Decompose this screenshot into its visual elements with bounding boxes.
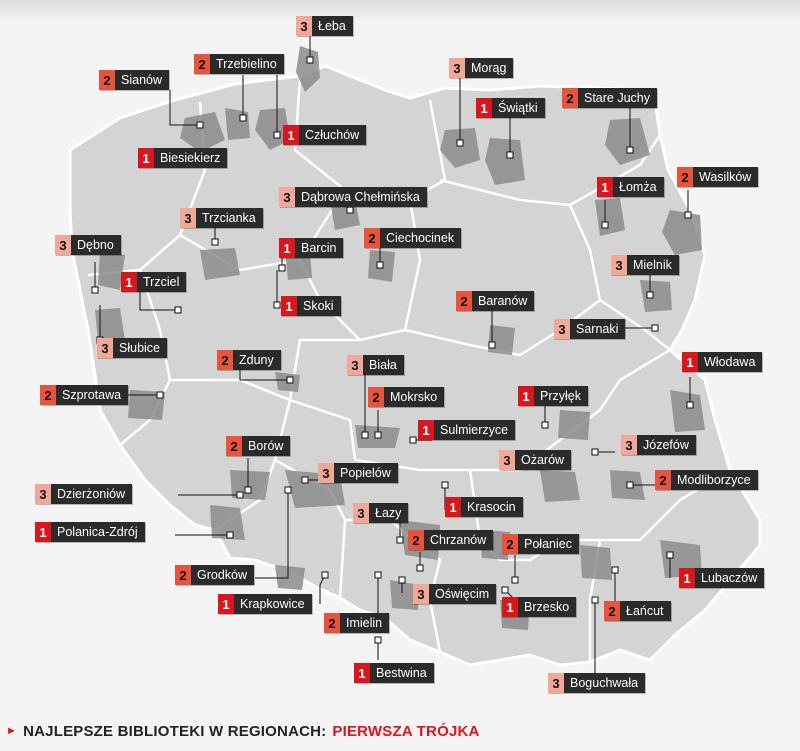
label-polaniec[interactable] [502,534,579,554]
rank-badge: 2 [562,88,578,108]
label-slubice[interactable] [97,338,167,358]
place-name: Stare Juchy [578,88,657,108]
rank-badge: 1 [279,238,295,258]
label-lazy[interactable] [353,503,408,523]
rank-badge: 3 [296,16,312,36]
place-name: Baranów [472,291,534,311]
place-name: Borów [242,436,290,456]
label-sulmierzyce[interactable] [418,420,515,440]
rank-badge: 2 [40,385,56,405]
rank-badge: 1 [35,522,51,542]
label-wasilkow[interactable] [677,167,758,187]
label-przylek[interactable] [518,386,588,406]
label-trzciel[interactable] [121,272,186,292]
label-lubaczow[interactable] [679,568,764,588]
label-ciechocinek[interactable] [364,228,461,248]
label-oswiecim[interactable] [413,584,496,604]
rank-badge: 1 [418,420,434,440]
rank-badge: 3 [554,319,570,339]
place-name: Mokrsko [384,387,444,407]
place-name: Bestwina [370,663,434,683]
place-name: Sianów [115,70,169,90]
place-name: Boguchwała [564,673,645,693]
rank-badge: 2 [364,228,380,248]
place-name: Lubaczów [695,568,764,588]
rank-badge: 2 [226,436,242,456]
label-dzierzoniow[interactable] [35,484,132,504]
place-name: Zduny [233,350,281,370]
label-lomza[interactable] [597,177,664,197]
place-name: Łańcut [620,601,671,621]
label-szprotawa[interactable] [40,385,128,405]
rank-badge: 3 [353,503,369,523]
label-popielow[interactable] [318,463,398,483]
place-name: Człuchów [299,125,366,145]
label-dabrowa[interactable] [279,187,427,207]
place-name: Sulmierzyce [434,420,515,440]
place-name: Krapkowice [234,594,312,614]
place-name: Biała [363,355,404,375]
place-name: Łomża [613,177,664,197]
place-name: Włodawa [698,352,762,372]
label-sianow[interactable] [99,70,169,90]
label-leba[interactable] [296,16,353,36]
place-name: Trzcianka [196,208,263,228]
rank-badge: 3 [347,355,363,375]
label-polanica[interactable] [35,522,145,542]
place-name: Józefów [637,435,696,455]
place-name: Świątki [492,98,545,118]
rank-badge: 1 [682,352,698,372]
rank-badge: 2 [99,70,115,90]
place-name: Popielów [334,463,398,483]
place-name: Brzesko [518,597,576,617]
label-krasocin[interactable] [445,497,523,517]
rank-badge: 3 [621,435,637,455]
rank-badge: 2 [408,530,424,550]
place-name: Oświęcim [429,584,496,604]
rank-badge: 2 [368,387,384,407]
label-modliborzyce[interactable] [655,470,758,490]
place-name: Trzebielino [210,54,284,74]
rank-badge: 3 [35,484,51,504]
label-barcin[interactable] [279,238,343,258]
caption-accent: PIERWSZA TRÓJKA [332,722,480,740]
rank-badge: 3 [611,255,627,275]
place-name: Barcin [295,238,343,258]
label-lancut[interactable] [604,601,671,621]
place-name: Imielin [340,613,389,633]
rank-badge: 2 [217,350,233,370]
rank-badge: 3 [97,338,113,358]
rank-badge: 1 [679,568,695,588]
label-mokrsko[interactable] [368,387,444,407]
label-baranow[interactable] [456,291,534,311]
place-name: Chrzanów [424,530,493,550]
label-brzesko[interactable] [502,597,576,617]
label-chrzanow[interactable] [408,530,493,550]
rank-badge: 1 [121,272,137,292]
label-jozefow[interactable] [621,435,696,455]
label-biala[interactable] [347,355,404,375]
place-name: Dąbrowa Chełmińska [295,187,427,207]
rank-badge: 1 [597,177,613,197]
label-mielnik[interactable] [611,255,679,275]
label-boguchwala[interactable] [548,673,645,693]
rank-badge: 2 [655,470,671,490]
footer-caption [6,719,480,743]
place-name: Przyłęk [534,386,588,406]
rank-badge: 1 [502,597,518,617]
place-name: Grodków [191,565,254,585]
place-name: Trzciel [137,272,186,292]
place-name: Sarnaki [570,319,625,339]
label-morag[interactable] [449,58,513,78]
rank-badge: 1 [138,148,154,168]
rank-badge: 2 [324,613,340,633]
rank-badge: 1 [476,98,492,118]
arrow-icon: ► [6,725,18,737]
rank-badge: 2 [456,291,472,311]
rank-badge: 1 [281,296,297,316]
place-name: Ciechocinek [380,228,461,248]
label-borow[interactable] [226,436,290,456]
label-bestwina[interactable] [354,663,434,683]
rank-badge: 2 [604,601,620,621]
label-ozarow[interactable] [499,450,571,470]
rank-badge: 3 [548,673,564,693]
place-name: Dębno [71,235,121,255]
rank-badge: 2 [175,565,191,585]
place-name: Ożarów [515,450,571,470]
label-skoki[interactable] [281,296,341,316]
rank-badge: 3 [499,450,515,470]
label-stare-juchy[interactable] [562,88,657,108]
rank-badge: 1 [445,497,461,517]
place-name: Krasocin [461,497,523,517]
label-swiatki[interactable] [476,98,545,118]
rank-badge: 3 [413,584,429,604]
place-name: Połaniec [518,534,579,554]
rank-badge: 2 [677,167,693,187]
rank-badge: 2 [502,534,518,554]
label-biesiekierz[interactable] [138,148,227,168]
place-name: Modliborzyce [671,470,758,490]
place-name: Słubice [113,338,167,358]
place-name: Wasilków [693,167,758,187]
place-name: Łeba [312,16,353,36]
label-krapkowice[interactable] [218,594,312,614]
place-name: Dzierżoniów [51,484,132,504]
place-name: Polanica-Zdrój [51,522,145,542]
rank-badge: 2 [194,54,210,74]
rank-badge: 1 [218,594,234,614]
label-grodkow[interactable] [175,565,254,585]
place-name: Szprotawa [56,385,128,405]
label-trzebielino[interactable] [194,54,284,74]
rank-badge: 3 [449,58,465,78]
caption-lead: NAJLEPSZE BIBLIOTEKI W REGIONACH: [23,722,327,740]
place-name: Łazy [369,503,408,523]
rank-badge: 3 [279,187,295,207]
label-trzcianka[interactable] [180,208,263,228]
place-name: Biesiekierz [154,148,227,168]
label-wlodawa[interactable] [682,352,762,372]
rank-badge: 3 [180,208,196,228]
place-name: Morąg [465,58,513,78]
rank-badge: 1 [354,663,370,683]
label-imielin[interactable] [324,613,389,633]
place-name: Skoki [297,296,341,316]
rank-badge: 3 [318,463,334,483]
rank-badge: 1 [518,386,534,406]
label-debno[interactable] [55,235,121,255]
label-sarnaki[interactable] [554,319,625,339]
place-name: Mielnik [627,255,679,275]
rank-badge: 3 [55,235,71,255]
label-czluchow[interactable] [283,125,366,145]
label-zduny[interactable] [217,350,281,370]
rank-badge: 1 [283,125,299,145]
